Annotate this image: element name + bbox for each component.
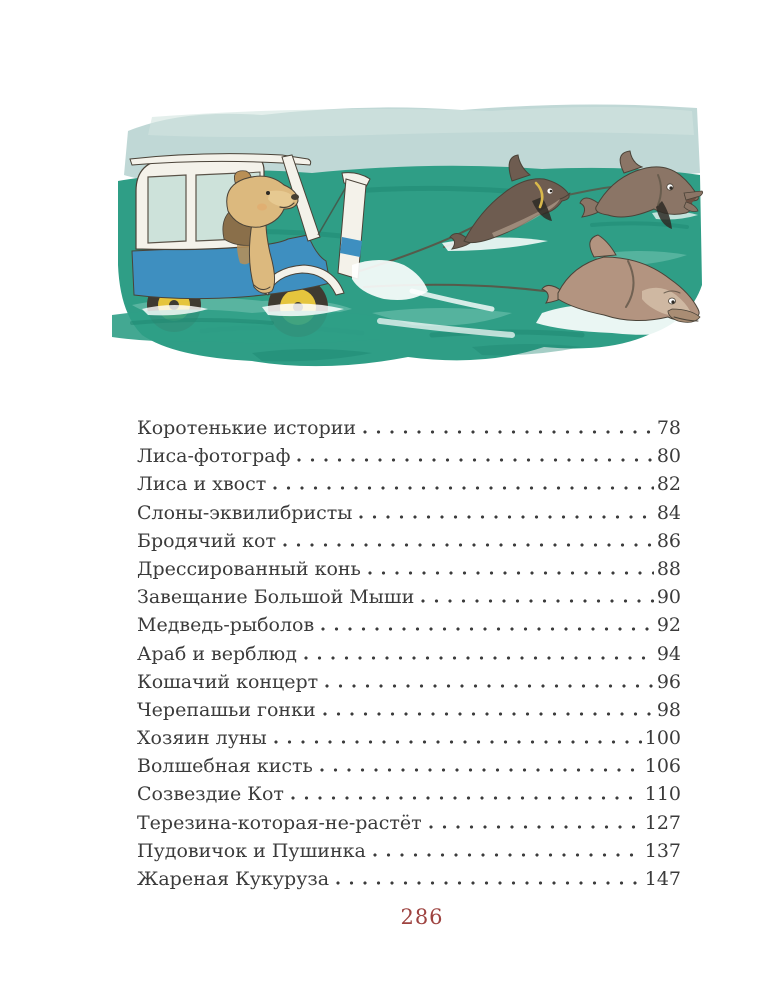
dot-leader bbox=[359, 515, 653, 519]
toc-entry-title: Жареная Кукуруза bbox=[137, 868, 330, 890]
toc-entry-title: Завещание Большой Мыши bbox=[137, 586, 415, 609]
toc-entry bbox=[137, 699, 681, 727]
dot-leader bbox=[320, 768, 642, 772]
toc-entry bbox=[137, 530, 681, 558]
dog-car-dolphins-illustration bbox=[112, 95, 704, 383]
toc-entry bbox=[137, 783, 681, 811]
toc-entry-page-number: 110 bbox=[644, 783, 681, 806]
toc-entry bbox=[137, 445, 681, 473]
toc-entry bbox=[137, 473, 681, 501]
dot-leader bbox=[373, 853, 642, 857]
toc-entry bbox=[137, 643, 681, 671]
toc-entry-page-number: 98 bbox=[656, 698, 681, 721]
dot-leader bbox=[297, 458, 653, 462]
toc-entry bbox=[137, 558, 681, 586]
toc-entry-page-number: 147 bbox=[644, 868, 681, 890]
toc-entry-page-number: 92 bbox=[656, 614, 681, 637]
dog-nose bbox=[291, 194, 299, 200]
dot-leader bbox=[336, 881, 642, 885]
toc-entry-title: Медведь-рыболов bbox=[137, 614, 315, 637]
toc-entry bbox=[137, 586, 681, 614]
dot-leader bbox=[325, 684, 654, 688]
toc-entry-page-number: 84 bbox=[656, 501, 681, 524]
toc-entry-title: Пудовичок и Пушинка bbox=[137, 839, 366, 862]
toc-entry bbox=[137, 671, 681, 699]
toc-entry-page-number: 82 bbox=[656, 473, 681, 496]
dot-leader bbox=[274, 740, 642, 744]
toc-entry-page-number: 78 bbox=[656, 417, 681, 439]
dog-eye bbox=[266, 191, 270, 195]
dot-leader bbox=[273, 486, 654, 490]
toc-entry-title: Кошачий концерт bbox=[137, 670, 319, 693]
toc-entry bbox=[137, 812, 681, 840]
toc-entry-title: Терезина-которая-не-растёт bbox=[137, 811, 422, 834]
toc-entry-page-number: 96 bbox=[656, 670, 681, 693]
toc-entry bbox=[137, 502, 681, 530]
toc-entry-title: Дрессированный конь bbox=[137, 557, 361, 580]
folio-page-number: 286 bbox=[400, 905, 444, 929]
toc-entry-page-number: 86 bbox=[656, 529, 681, 552]
toc-entry-page-number: 127 bbox=[644, 811, 681, 834]
toc-entry-title: Лиса и хвост bbox=[137, 473, 267, 496]
table-of-contents bbox=[137, 417, 681, 896]
car-window bbox=[148, 175, 186, 243]
dot-leader bbox=[363, 430, 654, 434]
dot-leader bbox=[323, 712, 654, 716]
story-illustration bbox=[112, 95, 704, 383]
dot-leader bbox=[304, 656, 654, 660]
toc-entry-title: Созвездие Кот bbox=[137, 783, 284, 806]
toc-entry-title: Араб и верблюд bbox=[137, 642, 297, 665]
dot-leader bbox=[283, 543, 654, 547]
toc-entry-page-number: 137 bbox=[644, 839, 681, 862]
dot-leader bbox=[291, 796, 642, 800]
toc-entry bbox=[137, 727, 681, 755]
toc-entry-page-number: 88 bbox=[656, 557, 681, 580]
toc-entry-page-number: 106 bbox=[644, 755, 681, 778]
toc-entry-page-number: 80 bbox=[656, 445, 681, 468]
toc-entry bbox=[137, 755, 681, 783]
toc-entry-page-number: 100 bbox=[644, 727, 681, 750]
toc-entry-title: Лиса-фотограф bbox=[137, 445, 291, 468]
dot-leader bbox=[321, 627, 654, 631]
dot-leader bbox=[421, 599, 654, 603]
toc-entry-title: Бродячий кот bbox=[137, 529, 277, 552]
toc-entry-title: Волшебная кисть bbox=[137, 755, 313, 778]
toc-entry bbox=[137, 840, 681, 868]
toc-entry-page-number: 90 bbox=[656, 586, 681, 609]
dot-leader bbox=[429, 825, 642, 829]
toc-entry bbox=[137, 614, 681, 642]
toc-entry-title: Коротенькие истории bbox=[137, 417, 357, 439]
toc-entry-title: Слоны-эквилибристы bbox=[137, 501, 353, 524]
toc-entry-title: Черепашьи гонки bbox=[137, 698, 316, 721]
toc-entry-page-number: 94 bbox=[656, 642, 681, 665]
dot-leader bbox=[368, 571, 654, 575]
toc-entry-title: Хозяин луны bbox=[137, 727, 267, 750]
toc-entry bbox=[137, 868, 681, 896]
toc-entry bbox=[137, 417, 681, 445]
